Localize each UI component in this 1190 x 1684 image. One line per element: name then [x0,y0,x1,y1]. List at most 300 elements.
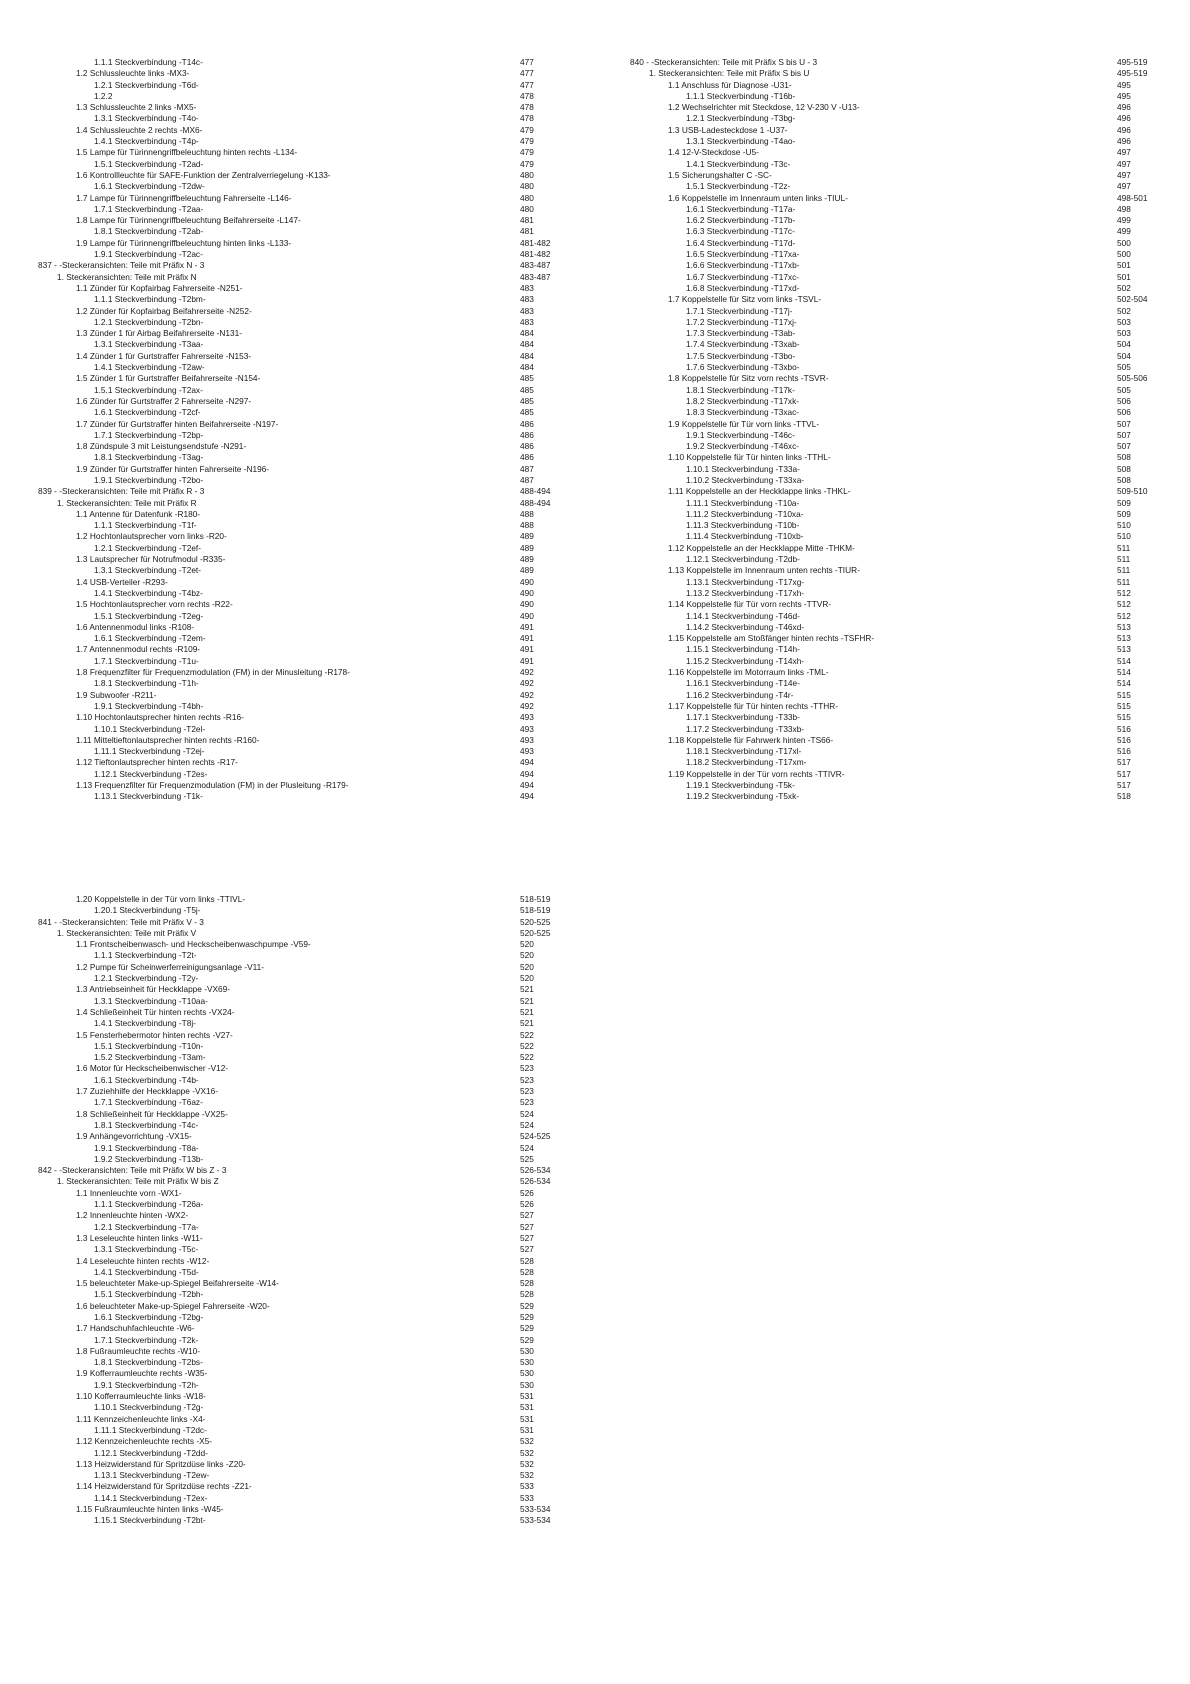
toc-entry[interactable] [630,147,1150,158]
toc-entry[interactable] [630,780,1150,791]
toc-entry-title: 1.4 12-V-Steckdose -U5- [668,147,759,158]
toc-entry[interactable] [630,791,1150,802]
toc-entry-title: 1.7.5 Steckverbindung -T3bo- [686,350,796,361]
toc-entry[interactable] [38,351,558,362]
toc-entry[interactable] [38,1414,558,1425]
toc-entry-page: 480 [520,192,534,203]
toc-entry[interactable] [38,667,558,678]
toc-entry[interactable] [38,780,558,791]
toc-entry[interactable] [38,430,558,441]
toc-entry-page: 533-534 [520,1515,551,1526]
toc-entry[interactable] [38,1199,558,1210]
toc-entry[interactable] [38,1323,558,1334]
toc-entry[interactable] [38,80,558,91]
toc-entry-title: 1.7 Zünder für Gurtstraffer hinten Beifahrerseite -N197- [76,418,279,429]
toc-entry-page: 532 [520,1470,534,1481]
toc-entry[interactable] [630,238,1150,249]
toc-entry-title: 1.13.1 Steckverbindung -T17xg- [686,576,805,587]
toc-entry-page: 478 [520,113,534,124]
toc-entry[interactable] [38,690,558,701]
toc-entry[interactable] [630,724,1150,735]
toc-entry-title: 1.4 Leseleuchte hinten rechts -W12- [76,1255,210,1266]
toc-entry[interactable] [630,678,1150,689]
toc-entry-title: 1.7.2 Steckverbindung -T17xj- [686,316,797,327]
toc-entry-page: 499 [1117,226,1131,237]
toc-entry-title: 1.3 Leseleuchte hinten links -W11- [76,1232,203,1243]
toc-entry[interactable] [38,57,558,68]
toc-entry[interactable] [630,407,1150,418]
toc-entry[interactable] [630,498,1150,509]
toc-entry[interactable] [38,622,558,633]
toc-block-left-top [38,57,558,803]
toc-entry[interactable] [38,1301,558,1312]
toc-entry[interactable] [38,452,558,463]
toc-entry-title: 1.19.2 Steckverbindung -T5xk- [686,791,799,802]
toc-entry[interactable] [630,667,1150,678]
toc-entry[interactable] [38,1448,558,1459]
toc-entry-title: 1.7.3 Steckverbindung -T3ab- [686,328,796,339]
toc-entry[interactable] [630,193,1150,204]
toc-entry[interactable] [38,419,558,430]
toc-section-entry[interactable] [38,928,558,939]
toc-entry[interactable] [38,644,558,655]
toc-entry[interactable] [38,1346,558,1357]
toc-section-entry[interactable] [630,68,1150,79]
toc-entry-title: 1.11.2 Steckverbindung -T10xa- [686,508,804,519]
toc-entry-page: 501 [1117,260,1131,271]
toc-entry[interactable] [630,452,1150,463]
toc-entry-title: 1.8 Lampe für Türinnengriffbeleuchtung Beifahrerseite -L147- [76,215,301,226]
toc-entry[interactable] [630,328,1150,339]
toc-entry[interactable] [38,1380,558,1391]
toc-entry[interactable] [38,1425,558,1436]
toc-entry-title: 1.18.2 Steckverbindung -T17xm- [686,757,807,768]
toc-entry-page: 530 [520,1345,534,1356]
toc-entry[interactable] [38,962,558,973]
toc-entry-page: 508 [1117,452,1131,463]
toc-entry-page: 518 [1117,791,1131,802]
toc-entry-page: 493 [520,723,534,734]
toc-entry[interactable] [630,249,1150,260]
toc-entry[interactable] [38,1210,558,1221]
toc-entry-title: 1.7 Lampe für Türinnengriffbeleuchtung Fahrerseite -L146- [76,192,292,203]
toc-entry[interactable] [630,159,1150,170]
toc-entry-title: 1.14 Koppelstelle für Tür vorn rechts -TTVR- [668,599,832,610]
toc-entry-title: 1.4.1 Steckverbindung -T4bz- [94,587,203,598]
toc-entry-page: 485 [520,395,534,406]
toc-entry[interactable] [38,1131,558,1142]
toc-entry[interactable] [630,531,1150,542]
toc-entry[interactable] [630,769,1150,780]
toc-entry[interactable] [630,294,1150,305]
toc-entry[interactable] [38,113,558,124]
toc-entry[interactable] [38,950,558,961]
toc-entry-page: 508 [1117,463,1131,474]
toc-entry[interactable] [38,1109,558,1120]
toc-entry-title: 1.18.1 Steckverbindung -T17xl- [686,746,802,757]
toc-section-entry[interactable] [38,1176,558,1187]
toc-entry[interactable] [630,611,1150,622]
toc-entry[interactable] [38,712,558,723]
toc-entry-page: 515 [1117,700,1131,711]
toc-entry[interactable] [630,226,1150,237]
toc-chapter-entry[interactable] [38,486,558,497]
toc-entry-title: 1.3 Schlussleuchte 2 links -MX5- [76,102,197,113]
toc-entry[interactable] [630,565,1150,576]
toc-entry-page: 509-510 [1117,486,1148,497]
toc-entry[interactable] [38,905,558,916]
toc-entry-page: 506 [1117,395,1131,406]
toc-chapter-entry[interactable] [630,57,1150,68]
toc-entry-title: 1.7.1 Steckverbindung -T2k- [94,1334,199,1345]
toc-entry-page: 509 [1117,497,1131,508]
toc-entry[interactable] [38,1278,558,1289]
toc-entry[interactable] [38,746,558,757]
toc-entry[interactable] [38,1244,558,1255]
toc-entry[interactable] [630,622,1150,633]
toc-entry[interactable] [630,543,1150,554]
toc-entry[interactable] [630,125,1150,136]
toc-entry[interactable] [630,91,1150,102]
toc-entry[interactable] [38,1335,558,1346]
toc-entry-page: 521 [520,984,534,995]
toc-entry-title: 1.3.1 Steckverbindung -T2et- [94,565,201,576]
toc-entry[interactable] [38,181,558,192]
toc-entry[interactable] [38,791,558,802]
toc-entry-page: 523 [520,1063,534,1074]
toc-entry-title: 1.2 Innenleuchte hinten -WX2- [76,1210,189,1221]
toc-entry-title: 1.6.6 Steckverbindung -T17xb- [686,260,800,271]
toc-entry[interactable] [38,283,558,294]
toc-entry-title: 1. Steckeransichten: Teile mit Präfix R [57,497,197,508]
toc-entry[interactable] [38,294,558,305]
toc-entry[interactable] [38,973,558,984]
toc-entry[interactable] [38,328,558,339]
toc-entry-title: 1.11 Koppelstelle an der Heckklappe links -THKL- [668,486,851,497]
toc-entry[interactable] [38,136,558,147]
toc-entry-page: 496 [1117,124,1131,135]
toc-entry[interactable] [38,1504,558,1515]
toc-entry-title: 1.6.1 Steckverbindung -T2em- [94,633,206,644]
toc-entry-title: 1.15 Koppelstelle am Stoßfänger hinten rechts -TSFHR- [668,633,875,644]
toc-section-entry[interactable] [38,272,558,283]
toc-entry[interactable] [38,554,558,565]
toc-entry-title: 1.9.1 Steckverbindung -T2h- [94,1379,199,1390]
toc-entry[interactable] [38,396,558,407]
toc-entry[interactable] [38,1289,558,1300]
toc-entry-page: 531 [520,1391,534,1402]
toc-entry[interactable] [38,226,558,237]
toc-entry-title: 1.4.1 Steckverbindung -T8j- [94,1018,196,1029]
toc-entry-page: 490 [520,587,534,598]
toc-entry[interactable] [38,1493,558,1504]
toc-entry[interactable] [38,339,558,350]
toc-entry[interactable] [630,520,1150,531]
toc-entry[interactable] [630,735,1150,746]
toc-entry[interactable] [630,441,1150,452]
toc-entry[interactable] [38,215,558,226]
toc-entry[interactable] [38,464,558,475]
toc-entry[interactable] [38,1436,558,1447]
toc-entry[interactable] [38,147,558,158]
toc-entry[interactable] [630,396,1150,407]
toc-entry-page: 527 [520,1210,534,1221]
toc-entry[interactable] [38,1515,558,1526]
toc-entry[interactable] [630,712,1150,723]
toc-entry[interactable] [38,1222,558,1233]
toc-entry[interactable] [630,385,1150,396]
toc-entry-page: 496 [1117,136,1131,147]
toc-entry[interactable] [630,475,1150,486]
toc-entry[interactable] [630,339,1150,350]
toc-entry[interactable] [38,385,558,396]
toc-entry[interactable] [38,543,558,554]
toc-entry-page: 488 [520,508,534,519]
toc-entry[interactable] [38,757,558,768]
toc-entry[interactable] [38,509,558,520]
toc-entry[interactable] [630,644,1150,655]
toc-entry[interactable] [38,68,558,79]
toc-entry[interactable] [38,531,558,542]
toc-entry-title: 1.13 Koppelstelle im Innenraum unten rechts -TIUR- [668,565,860,576]
toc-entry-title: 1.5 Hochtonlautsprecher vorn rechts -R22- [76,599,233,610]
toc-entry[interactable] [38,577,558,588]
toc-entry[interactable] [630,260,1150,271]
toc-entry[interactable] [630,373,1150,384]
toc-entry-page: 486 [520,429,534,440]
toc-entry-page: 498 [1117,203,1131,214]
toc-entry[interactable] [630,430,1150,441]
toc-entry-page: 486 [520,441,534,452]
toc-entry-page: 491 [520,644,534,655]
toc-entry[interactable] [630,283,1150,294]
toc-entry[interactable] [38,475,558,486]
toc-entry-page: 511 [1117,554,1131,565]
toc-entry-page: 477 [520,68,534,79]
toc-entry[interactable] [38,939,558,950]
toc-entry[interactable] [38,1357,558,1368]
toc-entry[interactable] [38,306,558,317]
toc-entry-title: 1.11.4 Steckverbindung -T10xb- [686,531,804,542]
toc-entry[interactable] [38,1391,558,1402]
toc-entry-page: 527 [520,1244,534,1255]
toc-entry-page: 521 [520,1006,534,1017]
toc-entry-title: 1.12.1 Steckverbindung -T2dd- [94,1447,208,1458]
toc-entry[interactable] [630,181,1150,192]
toc-entry-title: 1.4 Schließeinheit Tür hinten rechts -VX24- [76,1006,235,1017]
toc-entry[interactable] [38,1481,558,1492]
toc-entry-page: 530 [520,1379,534,1390]
toc-entry[interactable] [38,362,558,373]
toc-entry[interactable] [38,159,558,170]
toc-entry[interactable] [38,204,558,215]
toc-entry[interactable] [38,656,558,667]
toc-entry[interactable] [630,170,1150,181]
toc-entry[interactable] [38,125,558,136]
toc-entry[interactable] [630,509,1150,520]
toc-entry[interactable] [38,1188,558,1199]
toc-entry[interactable] [38,1052,558,1063]
toc-entry[interactable] [38,1075,558,1086]
toc-entry-title: 840 - -Steckeransichten: Teile mit Präfix S bis U - 3 [630,57,818,67]
toc-entry-page: 523 [520,1074,534,1085]
toc-entry[interactable] [630,113,1150,124]
toc-entry[interactable] [38,1007,558,1018]
toc-entry[interactable] [38,724,558,735]
toc-entry[interactable] [38,678,558,689]
toc-entry[interactable] [630,656,1150,667]
toc-entry-title: 1.6.8 Steckverbindung -T17xd- [686,282,800,293]
toc-entry-title: 1.9 Koppelstelle für Tür vorn links -TTVL- [668,418,820,429]
toc-entry-title: 1.5 beleuchteter Make-up-Spiegel Beifahrerseite -W14- [76,1278,279,1289]
toc-entry[interactable] [38,238,558,249]
toc-entry-page: 487 [520,474,534,485]
toc-entry-page: 478 [520,102,534,113]
toc-entry-title: 1.11.1 Steckverbindung -T2ej- [94,746,205,757]
toc-entry[interactable] [38,1018,558,1029]
toc-entry[interactable] [38,1143,558,1154]
toc-entry[interactable] [630,599,1150,610]
toc-entry[interactable] [630,80,1150,91]
toc-entry[interactable] [630,317,1150,328]
toc-entry-page: 500 [1117,237,1131,248]
toc-entry-page: 479 [520,136,534,147]
toc-entry[interactable] [630,306,1150,317]
toc-entry[interactable] [38,407,558,418]
toc-entry[interactable] [38,1470,558,1481]
toc-entry[interactable] [630,588,1150,599]
toc-entry-page: 510 [1117,520,1131,531]
toc-entry-title: 1.11.1 Steckverbindung -T2dc- [94,1424,207,1435]
toc-entry[interactable] [38,193,558,204]
toc-entry[interactable] [38,1086,558,1097]
toc-entry[interactable] [38,735,558,746]
toc-entry[interactable] [38,1120,558,1131]
toc-entry-title: 1.9.1 Steckverbindung -T8a- [94,1142,199,1153]
toc-entry[interactable] [38,373,558,384]
toc-entry[interactable] [38,611,558,622]
toc-entry[interactable] [630,272,1150,283]
toc-entry[interactable] [38,984,558,995]
toc-entry-page: 518-519 [520,905,551,916]
toc-entry-page: 484 [520,328,534,339]
toc-entry[interactable] [38,91,558,102]
toc-entry[interactable] [38,599,558,610]
toc-entry-title: 1.6 Antennenmodul links -R108- [76,621,195,632]
toc-entry-page: 491 [520,621,534,632]
toc-entry-page: 480 [520,169,534,180]
toc-entry[interactable] [38,520,558,531]
toc-entry[interactable] [630,486,1150,497]
toc-chapter-entry[interactable] [38,260,558,271]
toc-entry-title: 1.8.1 Steckverbindung -T17k- [686,384,795,395]
toc-entry-page: 520 [520,950,534,961]
toc-entry[interactable] [38,102,558,113]
toc-entry-title: 1.5.1 Steckverbindung -T2eg- [94,610,204,621]
toc-entry-title: 1. Steckeransichten: Teile mit Präfix S bis U [649,68,810,79]
toc-entry[interactable] [630,701,1150,712]
toc-entry[interactable] [38,1030,558,1041]
toc-entry-title: 1.3.1 Steckverbindung -T4ao- [686,136,796,147]
toc-entry-page: 506 [1117,407,1131,418]
toc-entry-page: 497 [1117,158,1131,169]
toc-entry[interactable] [630,362,1150,373]
toc-entry-page: 516 [1117,746,1131,757]
toc-entry-title: 1.6.4 Steckverbindung -T17d- [686,237,796,248]
toc-entry[interactable] [630,690,1150,701]
toc-entry-title: 1.7.1 Steckverbindung -T2aa- [94,203,204,214]
toc-entry[interactable] [630,633,1150,644]
toc-entry[interactable] [38,996,558,1007]
toc-entry-page: 502 [1117,305,1131,316]
toc-entry-page: 486 [520,418,534,429]
toc-entry-title: 842 - -Steckeransichten: Teile mit Präfix W bis Z - 3 [38,1165,227,1176]
toc-entry[interactable] [630,102,1150,113]
toc-entry[interactable] [38,1154,558,1165]
toc-entry[interactable] [38,1312,558,1323]
toc-entry[interactable] [38,701,558,712]
toc-entry[interactable] [38,1368,558,1379]
toc-entry[interactable] [630,577,1150,588]
toc-entry-title: 1.17.1 Steckverbindung -T33b- [686,712,800,723]
toc-entry[interactable] [38,1233,558,1244]
toc-chapter-entry[interactable] [38,917,558,928]
toc-entry[interactable] [38,170,558,181]
toc-entry-title: 1.6 Zünder für Gurtstraffer 2 Fahrerseite -N297- [76,395,252,406]
toc-entry[interactable] [630,215,1150,226]
toc-entry-page: 515 [1117,689,1131,700]
toc-entry-title: 1.11 Kennzeichenleuchte links -X4- [76,1413,206,1424]
toc-entry[interactable] [38,769,558,780]
toc-entry[interactable] [630,136,1150,147]
toc-entry-title: 1. Steckeransichten: Teile mit Präfix N [57,271,197,282]
toc-entry[interactable] [38,633,558,644]
toc-section-entry[interactable] [38,498,558,509]
toc-entry[interactable] [38,441,558,452]
toc-entry[interactable] [630,464,1150,475]
toc-entry-page: 523 [520,1086,534,1097]
toc-entry[interactable] [630,554,1150,565]
toc-entry-page: 483 [520,316,534,327]
toc-chapter-entry[interactable] [38,1165,558,1176]
toc-entry-title: 1.2 Pumpe für Scheinwerferreinigungsanlage -V11- [76,961,265,972]
toc-entry[interactable] [38,1097,558,1108]
toc-entry[interactable] [38,1402,558,1413]
toc-entry[interactable] [38,1267,558,1278]
toc-entry[interactable] [630,204,1150,215]
toc-entry-page: 513 [1117,644,1131,655]
toc-entry-page: 511 [1117,542,1131,553]
toc-entry[interactable] [38,1256,558,1267]
toc-entry-page: 493 [520,746,534,757]
toc-entry-title: 1.9 Lampe für Türinnengriffbeleuchtung hinten links -L133- [76,237,292,248]
toc-entry-page: 526-534 [520,1176,551,1187]
toc-entry[interactable] [630,419,1150,430]
toc-entry[interactable] [38,1459,558,1470]
toc-entry-title: 1.6.1 Steckverbindung -T17a- [686,203,796,214]
toc-entry[interactable] [38,565,558,576]
toc-entry[interactable] [38,894,558,905]
toc-entry[interactable] [630,757,1150,768]
toc-entry-page: 528 [520,1278,534,1289]
toc-entry[interactable] [38,1063,558,1074]
toc-entry[interactable] [38,317,558,328]
toc-entry[interactable] [38,1041,558,1052]
toc-entry[interactable] [38,249,558,260]
toc-entry[interactable] [630,351,1150,362]
toc-entry[interactable] [630,746,1150,757]
toc-entry[interactable] [38,588,558,599]
